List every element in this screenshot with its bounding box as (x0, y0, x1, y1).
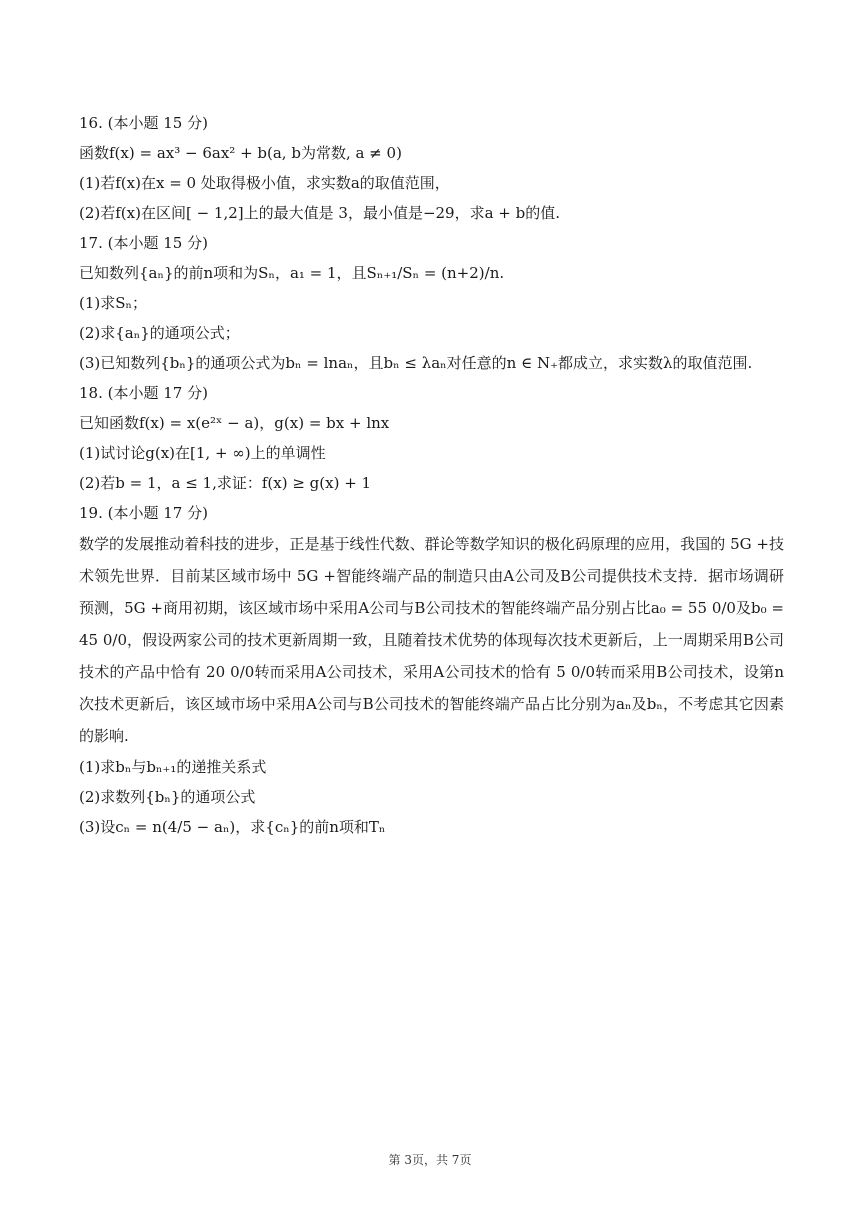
q16-stem: 函数f(x) = ax³ − 6ax² + b(a, b为常数, a ≠ 0) (79, 144, 402, 162)
q18-part2: (2)若b = 1，a ≤ 1,求证：f(x) ≥ g(x) + 1 (79, 474, 372, 492)
q18-part1: (1)试讨论g(x)在[1, + ∞)上的单调性 (79, 444, 326, 462)
q19-heading: 19. (本小题 17 分) (79, 504, 208, 522)
q17-heading: 17. (本小题 15 分) (79, 234, 208, 252)
q19-part3: (3)设cₙ = n(4/5 − aₙ)，求{cₙ}的前n项和Tₙ (79, 818, 386, 836)
q18-heading: 18. (本小题 17 分) (79, 384, 208, 402)
q18-stem: 已知函数f(x) = x(e²ˣ − a)，g(x) = bx + lnx (79, 414, 390, 432)
q17-part2: (2)求{aₙ}的通项公式； (79, 324, 240, 342)
q16-part2: (2)若f(x)在区间[ − 1,2]上的最大值是 3，最小值是−29，求a + b的值. (79, 204, 561, 222)
q17-part3: (3)已知数列{bₙ}的通项公式为bₙ = lnaₙ，且bₙ ≤ λaₙ对任意的n ∈ N₊都成立，求实数λ的取值范围. (79, 354, 753, 372)
document-body (79, 108, 784, 842)
q16-heading: 16. (本小题 15 分) (79, 114, 208, 132)
q19-stem: 数学的发展推动着科技的进步，正是基于线性代数、群论等数学知识的极化码原理的应用，我国的 5G +技术领先世界．目前某区域市场中 5G +智能终端产品的制造只由A公司及B公司提供技术支持．据市场调研预测，5G +商用初期，该区域市场中采用A公司与B公司技术的智能终端产品分别占比a₀ = 55 0/0及b₀ = 45 0/0，假设两家公司的技术更新周期一致，且随着技术优势的体现每次技术更新后，上一周期采用B公司技术的产品中恰有 20 0/0转而采用A公司技术，采用A公司技术的恰有 5 0/0转而采用B公司技术，设第n次技术更新后，该区域市场中采用A公司与B公司技术的智能终端产品占比分别为aₙ及bₙ，不考虑其它因素的影响. (79, 535, 784, 745)
q16-part1: (1)若f(x)在x = 0 处取得极小值，求实数a的取值范围， (79, 174, 450, 192)
q19-part1: (1)求bₙ与bₙ₊₁的递推关系式 (79, 758, 267, 776)
q17-stem: 已知数列{aₙ}的前n项和为Sₙ，a₁ = 1，且Sₙ₊₁/Sₙ = (n+2)/n. (79, 264, 505, 282)
page-footer: 第 3页，共 7页 (388, 1153, 472, 1167)
q17-part1: (1)求Sₙ； (79, 294, 148, 312)
q19-part2: (2)求数列{bₙ}的通项公式 (79, 788, 256, 806)
